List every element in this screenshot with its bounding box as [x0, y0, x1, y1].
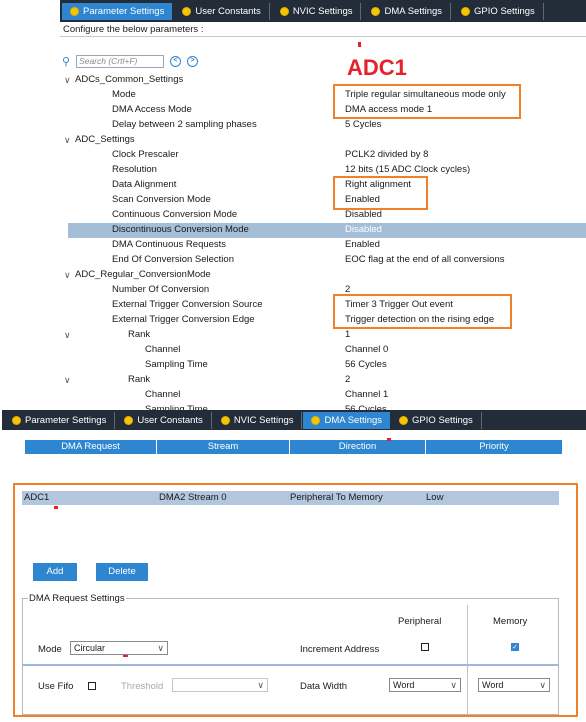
chevron-down-icon: ∨ [157, 643, 164, 653]
status-dot-icon [280, 7, 289, 16]
param-label: External Trigger Conversion Source [112, 299, 263, 310]
column-header-dma-request[interactable]: DMA Request [25, 440, 157, 454]
param-label: Resolution [112, 164, 157, 175]
delete-button[interactable]: Delete [96, 563, 148, 581]
param-value: PCLK2 divided by 8 [345, 149, 429, 160]
red-mark [387, 438, 391, 441]
group-rank-1[interactable] [60, 328, 586, 343]
red-mark [358, 42, 361, 47]
param-row-discontinuous-conversion-mode[interactable] [68, 223, 586, 238]
peripheral-width-value: Word [393, 680, 415, 690]
status-dot-icon [399, 416, 408, 425]
tab-label: DMA Settings [324, 414, 383, 426]
highlight-box-dma [13, 483, 578, 717]
tab-dma-settings[interactable] [303, 412, 390, 429]
tab-parameter-settings[interactable] [4, 412, 115, 429]
cell-priority: Low [426, 492, 444, 503]
tab-label: User Constants [137, 414, 203, 426]
chevron-down-icon: ∨ [257, 680, 264, 690]
group-rank-2[interactable] [60, 373, 586, 388]
param-row-sampling-time-1[interactable] [60, 358, 586, 373]
cell-request: ADC1 [24, 492, 50, 503]
parameter-settings-panel [60, 0, 586, 400]
tab-label: GPIO Settings [412, 414, 473, 426]
param-label: Data Alignment [112, 179, 177, 190]
param-label: External Trigger Conversion Edge [112, 314, 255, 325]
param-label: Rank [128, 374, 151, 385]
param-value: Triple regular simultaneous mode only [345, 89, 506, 100]
status-dot-icon [182, 7, 191, 16]
cell-direction: Peripheral To Memory [290, 492, 383, 503]
param-value: Enabled [345, 239, 380, 250]
increment-address-label: Increment Address [300, 644, 380, 655]
memory-increment-checkbox[interactable]: ✓ [512, 644, 518, 651]
settings-legend: DMA Request Settings [29, 593, 125, 604]
param-label: Channel [145, 389, 181, 400]
tab-nvic-settings[interactable] [213, 412, 303, 429]
param-row-channel-2[interactable] [60, 388, 586, 403]
param-label: Sampling Time [145, 359, 208, 370]
status-dot-icon [124, 416, 133, 425]
tab-label: User Constants [195, 5, 261, 17]
status-dot-icon [12, 416, 21, 425]
dma-settings-panel [2, 410, 586, 722]
param-row-resolution[interactable] [60, 163, 586, 178]
search-row [62, 55, 198, 68]
param-label: Continuous Conversion Mode [112, 209, 238, 220]
data-width-label: Data Width [300, 681, 347, 692]
param-row-end-of-conversion-selection[interactable] [60, 253, 586, 268]
param-value: 1 [345, 329, 351, 340]
param-value: DMA access mode 1 [345, 104, 433, 115]
param-label: Mode [112, 89, 136, 100]
top-tab-bar [60, 0, 586, 22]
param-value: 5 Cycles [345, 119, 382, 130]
param-value: Enabled [345, 194, 380, 205]
adc1-annotation: ADC1 [347, 55, 407, 80]
param-label: Channel [145, 344, 181, 355]
tab-user-constants[interactable] [174, 3, 269, 20]
param-row-data-alignment[interactable] [60, 178, 586, 193]
group-label: ADC_Settings [75, 134, 135, 145]
param-row-clock-prescaler[interactable] [60, 148, 586, 163]
param-value: Timer 3 Trigger Out event [345, 299, 453, 310]
param-label: Delay between 2 sampling phases [112, 119, 257, 130]
highlight-box-alignment [333, 176, 428, 210]
chevron-down-icon: ∨ [450, 680, 457, 690]
chevron-down-icon: ∨ [64, 270, 71, 280]
param-row-delay[interactable] [60, 118, 586, 133]
param-row-channel-1[interactable] [60, 343, 586, 358]
status-dot-icon [221, 416, 230, 425]
search-icon: ⚲ [62, 56, 71, 68]
chevron-down-icon: ∨ [539, 680, 546, 690]
highlight-box-mode [333, 84, 521, 119]
bottom-tab-bar [2, 410, 586, 430]
param-label: DMA Access Mode [112, 104, 192, 115]
param-label: Clock Prescaler [112, 149, 179, 160]
group-adc-regular-conversion-mode[interactable] [60, 268, 586, 283]
memory-width-value: Word [482, 680, 504, 690]
param-value: Channel 1 [345, 389, 389, 400]
next-match-button[interactable]: > [187, 56, 198, 67]
chevron-down-icon: ∨ [64, 135, 71, 145]
tab-label: Parameter Settings [25, 414, 107, 426]
param-value: 56 Cycles [345, 359, 387, 370]
cell-stream: DMA2 Stream 0 [159, 492, 227, 503]
param-label: Scan Conversion Mode [112, 194, 211, 205]
param-label: End Of Conversion Selection [112, 254, 234, 265]
param-row-dma-continuous-requests[interactable] [60, 238, 586, 253]
param-row-continuous-conversion-mode[interactable] [60, 208, 586, 223]
param-value: Right alignment [345, 179, 412, 190]
tab-label: Parameter Settings [83, 5, 165, 17]
tab-gpio-settings[interactable] [391, 412, 482, 429]
param-value: 12 bits (15 ADC Clock cycles) [345, 164, 471, 175]
tab-dma-settings[interactable] [363, 3, 451, 20]
mode-value: Circular [74, 643, 106, 653]
dma-table-header [25, 440, 562, 454]
param-value: Disabled [345, 209, 382, 220]
param-value: Disabled [345, 224, 382, 235]
previous-match-button[interactable]: < [170, 56, 181, 67]
group-adc-settings[interactable] [60, 133, 586, 148]
column-header-stream[interactable]: Stream [157, 440, 290, 454]
peripheral-header: Peripheral [398, 616, 442, 627]
tab-label: NVIC Settings [233, 414, 294, 426]
param-label: Number Of Conversion [112, 284, 210, 295]
group-label: ADC_Regular_ConversionMode [75, 269, 211, 280]
mode-label: Mode [38, 644, 62, 655]
tab-label: NVIC Settings [292, 5, 353, 17]
search-input[interactable]: Search (Crtl+F) [76, 55, 164, 68]
column-header-priority[interactable]: Priority [479, 441, 509, 452]
param-value: EOC flag at the end of all conversions [345, 254, 505, 265]
memory-header: Memory [493, 616, 528, 627]
chevron-down-icon: ∨ [64, 75, 71, 85]
highlight-box-trigger [333, 294, 512, 329]
tab-user-constants[interactable] [116, 412, 211, 429]
param-label: Rank [128, 329, 151, 340]
column-header-direction[interactable]: Direction [290, 440, 426, 454]
group-label: ADCs_Common_Settings [75, 74, 184, 85]
chevron-down-icon: ∨ [64, 375, 71, 385]
param-label: Discontinuous Conversion Mode [112, 224, 249, 235]
param-value: 2 [345, 374, 351, 385]
configure-caption: Configure the below parameters : [60, 22, 586, 37]
add-button[interactable]: Add [33, 563, 77, 581]
status-dot-icon [371, 7, 380, 16]
tab-label: DMA Settings [384, 5, 443, 17]
chevron-down-icon: ∨ [64, 330, 71, 340]
tab-parameter-settings[interactable] [62, 3, 172, 20]
threshold-label: Threshold [121, 681, 164, 692]
tab-nvic-settings[interactable] [272, 3, 362, 20]
tab-label: GPIO Settings [474, 5, 535, 17]
status-dot-icon [461, 7, 470, 16]
param-value: Trigger detection on the rising edge [345, 314, 495, 325]
use-fifo-label: Use Fifo [38, 681, 74, 692]
param-value: 2 [345, 284, 351, 295]
param-label: DMA Continuous Requests [112, 239, 227, 250]
status-dot-icon [70, 7, 79, 16]
tab-gpio-settings[interactable] [453, 3, 544, 20]
param-value: Channel 0 [345, 344, 389, 355]
param-row-scan-conversion-mode[interactable] [60, 193, 586, 208]
status-dot-icon [311, 416, 320, 425]
